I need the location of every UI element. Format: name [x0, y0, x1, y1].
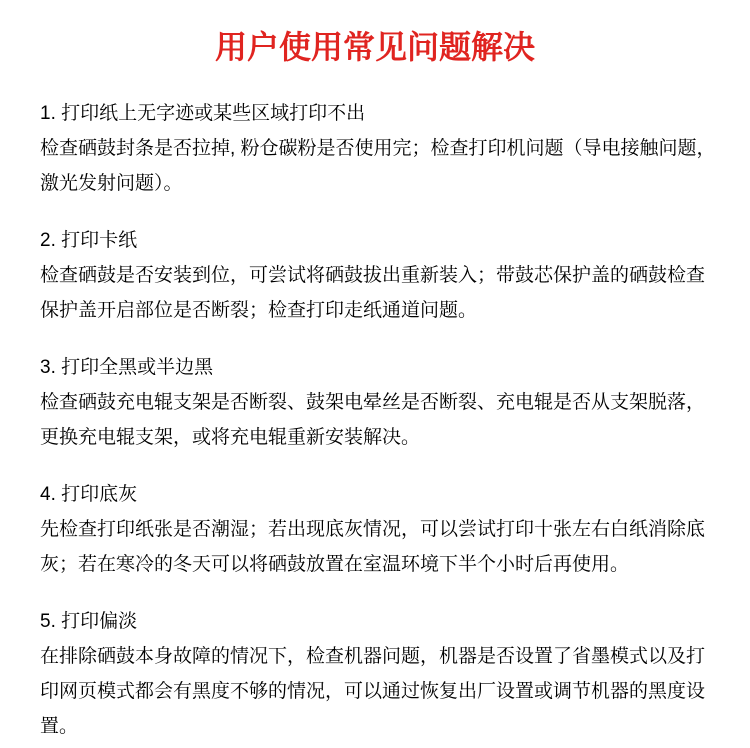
problem-heading-3: 3. 打印全黑或半边黑	[40, 357, 214, 378]
solution-text-5: 在排除硒鼓本身故障的情况下，检查机器问题，机器是否设置了省墨模式以及打印网页模式都会有黑度不够的情况，可以通过恢复出厂设置或调节机器的黑度设置。	[40, 646, 706, 737]
problem-heading-2: 2. 打印卡纸	[40, 230, 138, 251]
solution-text-3: 检查硒鼓充电辊支架是否断裂、鼓架电晕丝是否断裂、充电辊是否从支架脱落，更换充电辊支架，或将充电辊重新安装解决。	[40, 392, 706, 448]
section-2	[40, 223, 750, 328]
solution-text-2: 检查硒鼓是否安装到位，可尝试将硒鼓拔出重新装入；带鼓芯保护盖的硒鼓检查保护盖开启部位是否断裂；检查打印走纸通道问题。	[40, 265, 706, 321]
problem-heading-5: 5. 打印偏淡	[40, 611, 138, 632]
solution-text-4: 先检查打印纸张是否潮湿；若出现底灰情况，可以尝试打印十张左右白纸消除底灰；若在寒冷的冬天可以将硒鼓放置在室温环境下半个小时后再使用。	[40, 519, 706, 575]
problem-heading-4: 4. 打印底灰	[40, 484, 138, 505]
page-title: 用户使用常见问题解决	[214, 29, 535, 65]
section-3	[40, 350, 750, 455]
content-area	[0, 96, 750, 744]
section-4	[40, 477, 750, 582]
section-1	[40, 96, 750, 201]
problem-heading-1: 1. 打印纸上无字迹或某些区域打印不出	[40, 103, 366, 124]
solution-text-1: 检查硒鼓封条是否拉掉, 粉仓碳粉是否使用完；检查打印机问题（导电接触问题，激光发射问题）。	[40, 138, 716, 194]
section-5	[40, 604, 750, 744]
